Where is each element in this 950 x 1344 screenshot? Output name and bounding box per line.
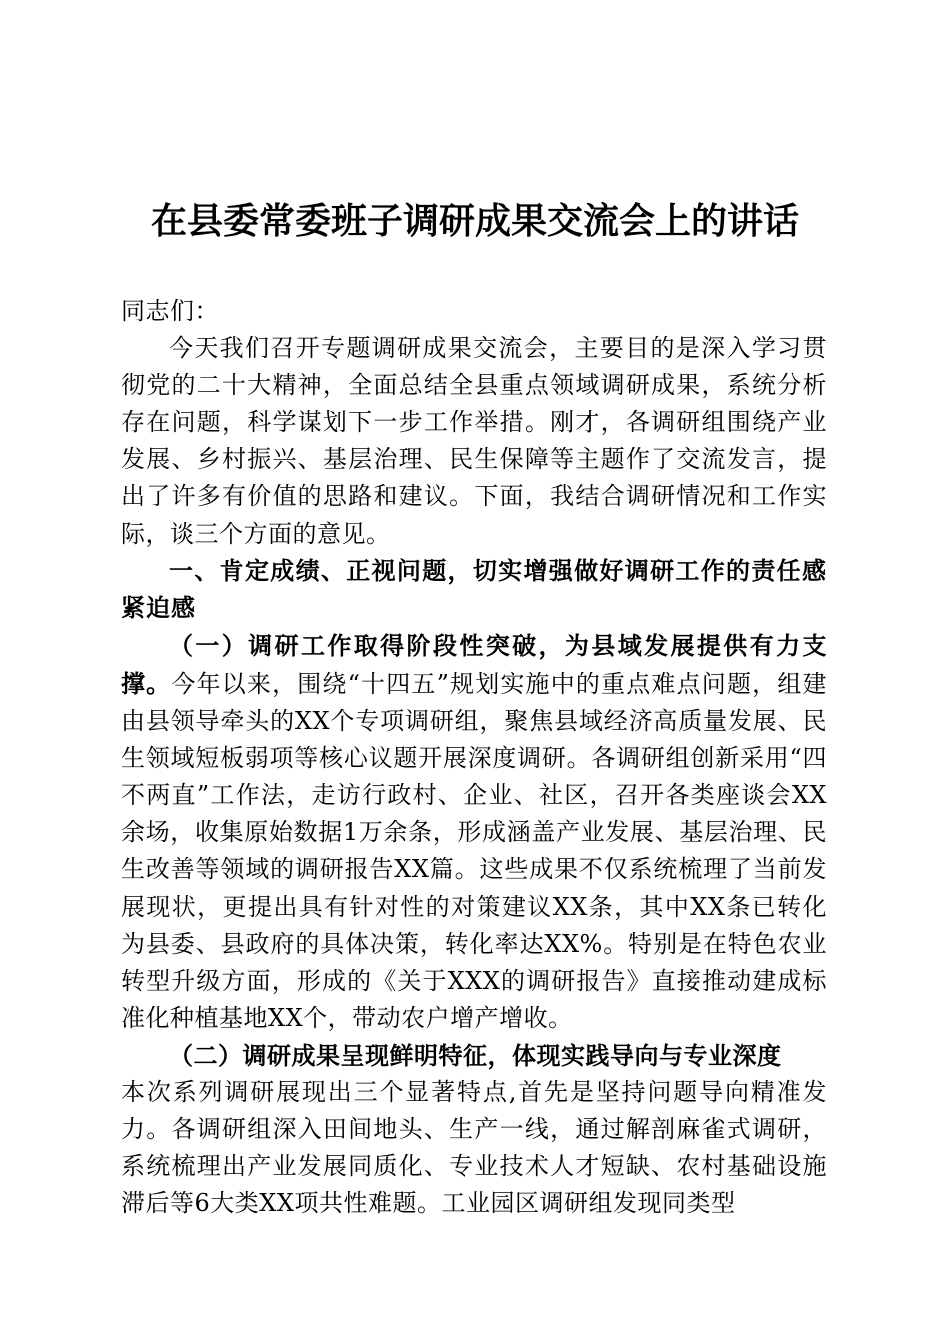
document-body (121, 293, 827, 1222)
section-heading-1: 一、肯定成绩、正视问题，切实增强做好调研工作的责任感紧迫感 (121, 556, 827, 622)
subsection-text-2: 本次系列调研展现出三个显著特点,首先是坚持问题导向精准发力。各调研组深入田间地头、生产一线，通过解剖麻雀式调研，系统梳理出产业发展同质化、专业技术人才短缺、农村基础设施滞后等6大类XX项共性难题。工业园区调研组发现同类型 (121, 1077, 827, 1218)
salutation: 同志们： (121, 297, 219, 325)
subsection-paragraph-1 (121, 627, 827, 1037)
subsection-text-1: 今年以来，围绕“十四五”规划实施中的重点难点问题，组建由县领导牵头的XX个专项调研组，聚焦县域经济高质量发展、民生领域短板弱项等核心议题开展深度调研。各调研组创新采用“四不两直”工作法，走访行政村、企业、社区，召开各类座谈会XX余场，收集原始数据1万余条，形成涵盖产业发展、基层治理、民生改善等领域的调研报告XX篇。这些成果不仅系统梳理了当前发展现状，更提出具有针对性的对策建议XX条，其中XX条已转化为县委、县政府的具体决策，转化率达XX%。特别是在特色农业转型升级方面，形成的《关于XXX的调研报告》直接推动建成标准化种植基地XX个，带动农户增产增收。 (121, 669, 827, 1032)
subsection-heading-2: （二）调研成果呈现鲜明特征，体现实践导向与专业深度 (169, 1040, 782, 1070)
intro-paragraph: 今天我们召开专题调研成果交流会，主要目的是深入学习贯彻党的二十大精神，全面总结全县重点领域调研成果，系统分析存在问题，科学谋划下一步工作举措。刚才，各调研组围绕产业发展、乡村振兴、基层治理、民生保障等主题作了交流发言，提出了许多有价值的思路和建议。下面，我结合调研情况和工作实际，谈三个方面的意见。 (121, 334, 827, 548)
subsection-heading-1: （一）调研工作取得阶段性突破，为县域发展提供有力支撑。 (121, 630, 827, 698)
document-title: 在县委常委班子调研成果交流会上的讲话 (150, 200, 799, 242)
